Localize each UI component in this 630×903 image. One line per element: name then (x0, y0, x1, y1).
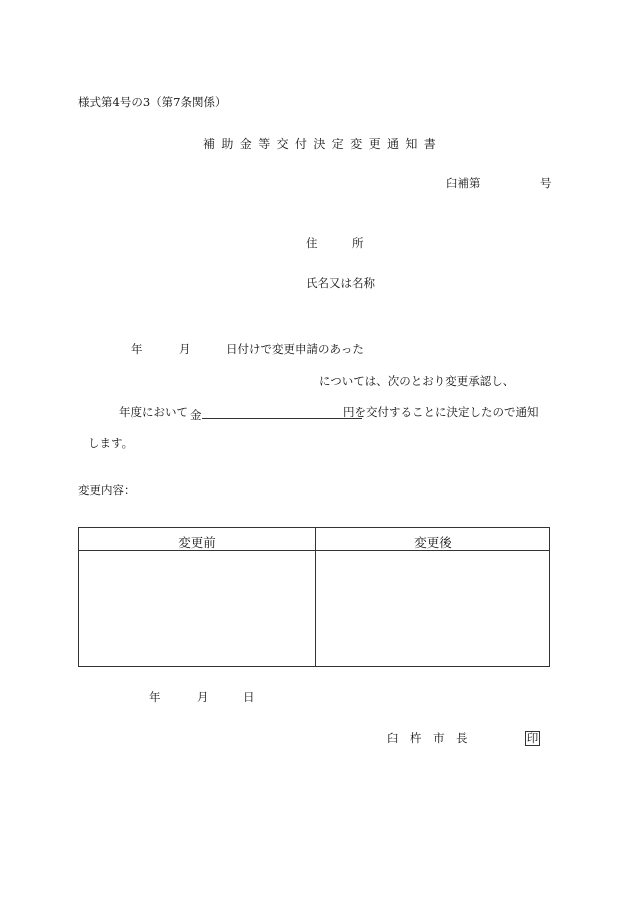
body-line-2: については、次のとおり変更承認し、 (319, 374, 515, 388)
document-title: 補助金等交付決定変更通知書 (203, 137, 443, 151)
body-date-day-text: 日付けで変更申請のあった (226, 342, 364, 356)
change-table (78, 527, 550, 667)
issue-date-day: 日 (243, 690, 255, 704)
doc-number-suffix: 号 (540, 176, 552, 190)
doc-number-prefix: 臼補第 (446, 176, 481, 190)
body-date-month: 月 (179, 342, 191, 356)
name-label: 氏名又は名称 (306, 276, 375, 290)
body-date-year: 年 (131, 342, 143, 356)
cell-after-change (316, 551, 549, 666)
amount-label: 金 (190, 408, 202, 422)
body-line-3-prefix: 年度において (119, 405, 188, 419)
body-line-3-suffix: 円を交付することに決定したので通知 (343, 405, 539, 419)
address-label: 住 所 (306, 236, 364, 250)
cell-before-change (79, 551, 315, 666)
issuer-title: 臼 杵 市 長 (387, 731, 468, 745)
issue-date-month: 月 (197, 690, 209, 704)
change-contents-label: 変更内容： (78, 483, 136, 497)
seal-mark: 印 (526, 731, 539, 745)
header-after-change: 変更後 (414, 535, 452, 550)
header-before-change: 変更前 (178, 535, 216, 550)
issue-date-year: 年 (149, 690, 161, 704)
amount-blank (202, 407, 362, 419)
amount-field (190, 407, 362, 422)
form-number: 様式第4号の3（第7条関係） (78, 95, 227, 109)
body-line-4: します。 (88, 436, 134, 450)
